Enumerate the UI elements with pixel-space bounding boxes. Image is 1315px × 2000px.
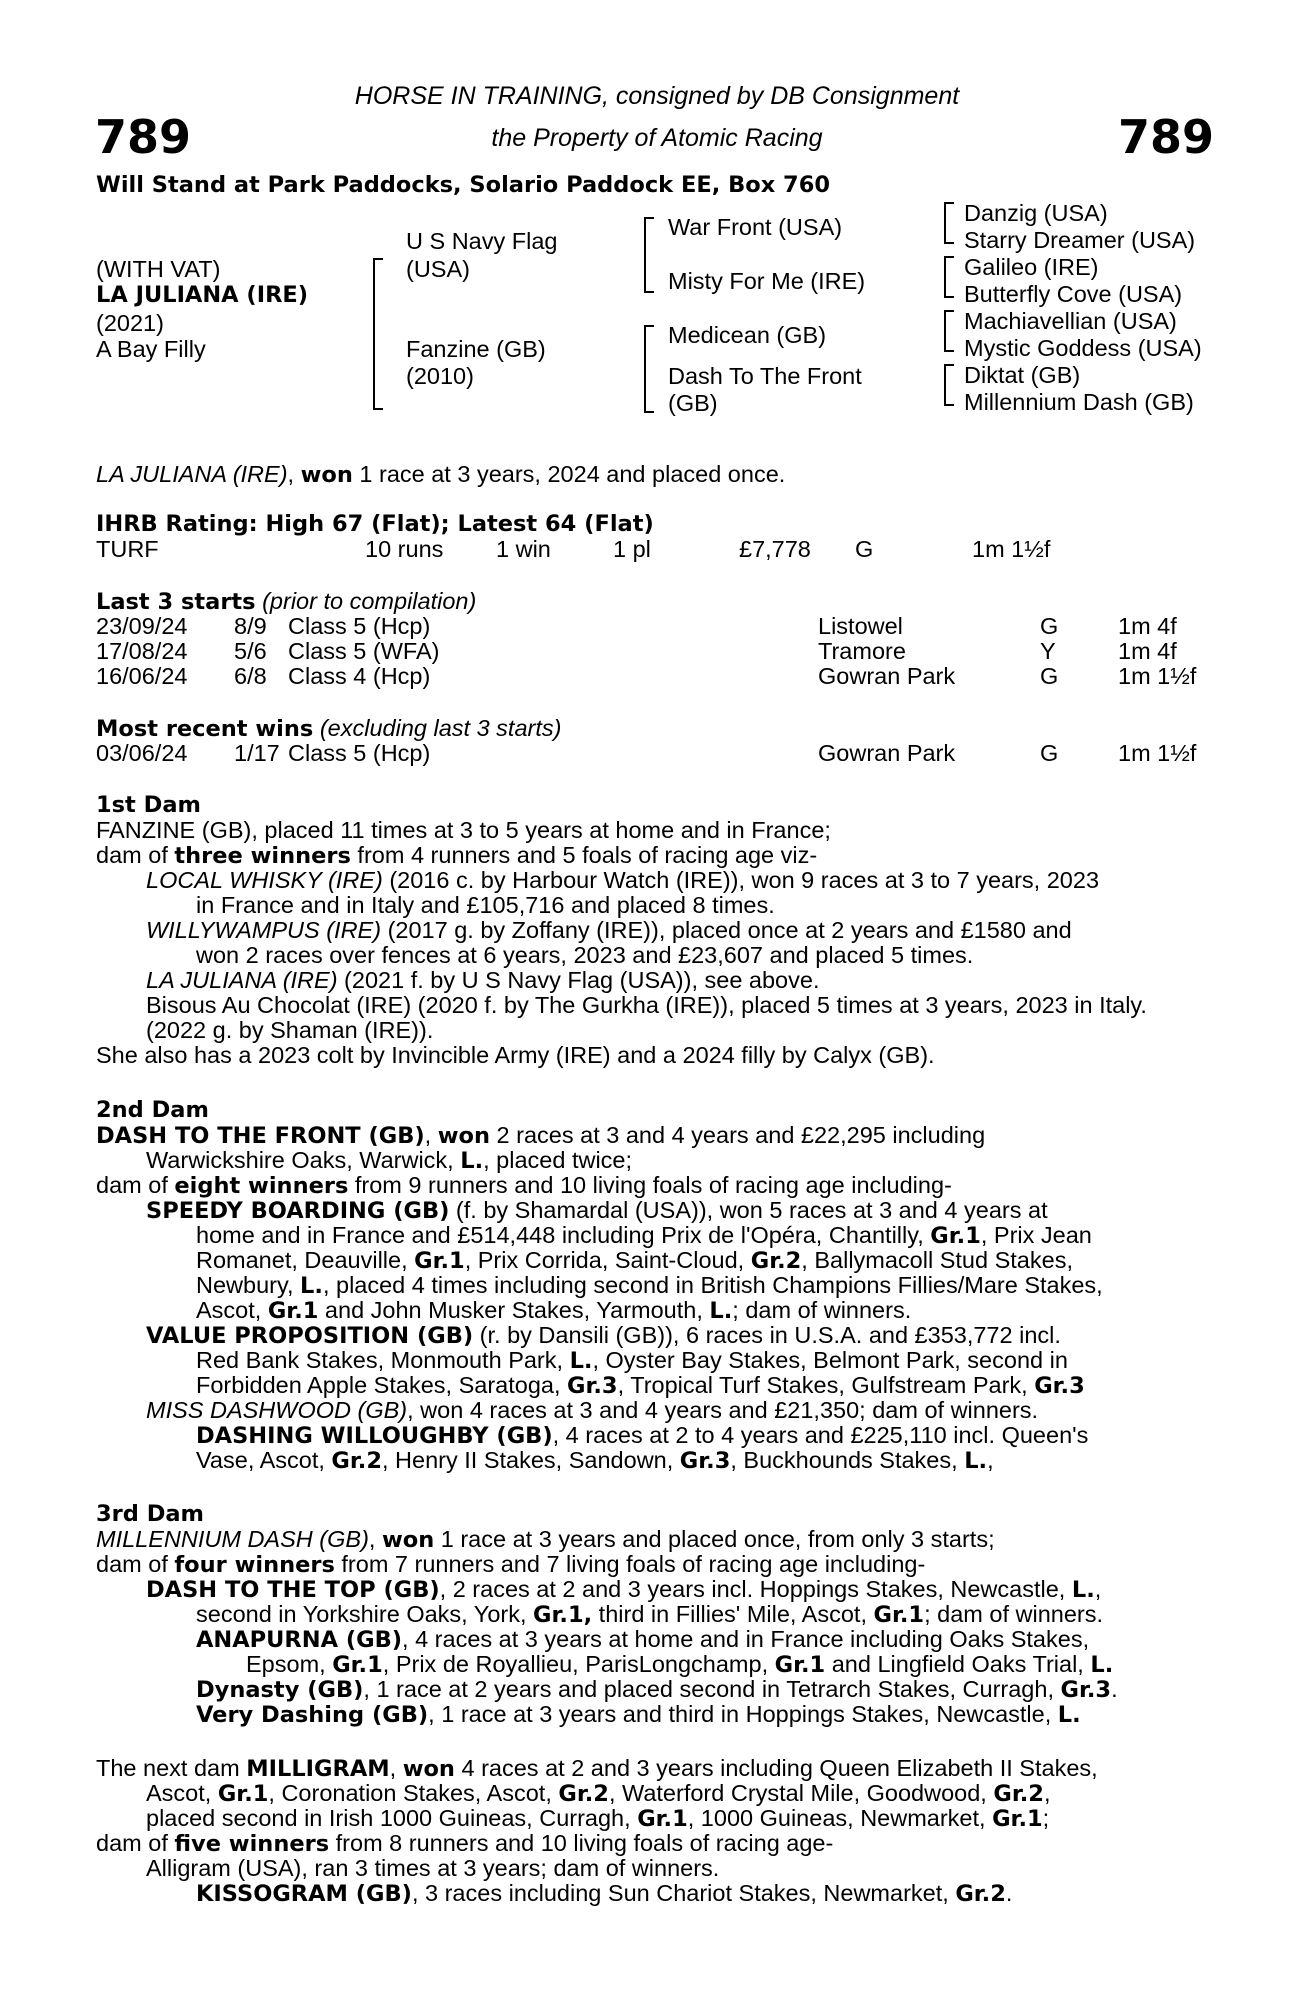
first-dam-line: WILLYWAMPUS (IRE) (2017 g. by Zoffany (IRE)), placed once at 2 years and £1580 and [146, 917, 1072, 943]
second-dam-line: home and in France and £514,448 including Prix de l'Opéra, Chantilly, Gr.1, Prix Jean [196, 1222, 1092, 1249]
last-start-dist: 1m 4f [1118, 638, 1177, 664]
sire-country: (USA) [406, 256, 470, 282]
sire-name: U S Navy Flag [406, 228, 558, 254]
sire-sire: War Front (USA) [668, 214, 843, 240]
last-start-course: Gowran Park [818, 663, 956, 689]
recent-win-dist: 1m 1½f [1118, 740, 1197, 766]
last-start-dist: 1m 4f [1118, 613, 1177, 639]
rating-money: £7,778 [739, 536, 811, 562]
last-start-race: Class 4 (Hcp) [288, 663, 431, 689]
last-start-pos: 8/9 [234, 613, 267, 639]
stand-location: Will Stand at Park Paddocks, Solario Paddock EE, Box 760 [96, 172, 831, 198]
last-start-going: G [1040, 613, 1059, 639]
rating-placed: 1 pl [613, 536, 651, 562]
first-dam-line: (2022 g. by Shaman (IRE)). [146, 1017, 434, 1043]
gg-7: Diktat (GB) [964, 362, 1081, 388]
recent-win-race: Class 5 (Hcp) [288, 740, 431, 766]
first-dam-line: dam of three winners from 4 runners and 5 foals of racing age viz- [96, 842, 818, 869]
next-dam-line: placed second in Irish 1000 Guineas, Curragh, Gr.1, 1000 Guineas, Newmarket, Gr.1; [146, 1805, 1050, 1832]
second-dam-heading: 2nd Dam [96, 1097, 209, 1123]
last-start-going: G [1040, 663, 1059, 689]
dam-dam-name: Dash To The Front [668, 363, 862, 389]
second-dam-line: Ascot, Gr.1 and John Musker Stakes, Yarmouth, L.; dam of winners. [196, 1297, 912, 1324]
second-dam-line: Red Bank Stakes, Monmouth Park, L., Oyster Bay Stakes, Belmont Park, second in [196, 1347, 1068, 1374]
rating-distance: 1m 1½f [972, 536, 1051, 562]
second-dam-line: Romanet, Deauville, Gr.1, Prix Corrida, Saint-Cloud, Gr.2, Ballymacoll Stud Stakes, [196, 1247, 1073, 1274]
second-dam-line: DASH TO THE FRONT (GB), won 2 races at 3 and 4 years and £22,295 including [96, 1122, 986, 1149]
third-dam-heading: 3rd Dam [96, 1501, 204, 1527]
rating-wins: 1 win [496, 536, 551, 562]
first-dam-line: LA JULIANA (IRE) (2021 f. by U S Navy Flag (USA)), see above. [146, 967, 820, 993]
first-dam-line: in France and in Italy and £105,716 and placed 8 times. [196, 892, 775, 918]
first-dam-line: Bisous Au Chocolat (IRE) (2020 f. by The Gurkha (IRE)), placed 5 times at 3 years, 2023 in Italy. [146, 992, 1147, 1018]
first-dam-heading: 1st Dam [96, 792, 201, 818]
second-dam-line: SPEEDY BOARDING (GB) (f. by Shamardal (USA)), won 5 races at 3 and 4 years at [146, 1197, 1048, 1224]
first-dam-line: She also has a 2023 colt by Invincible Army (IRE) and a 2024 filly by Calyx (GB). [96, 1042, 935, 1068]
last-start-date: 23/09/24 [96, 613, 188, 639]
second-dam-line: Newbury, L., placed 4 times including second in British Champions Fillies/Mare Stakes, [196, 1272, 1103, 1299]
next-dam-line: Alligram (USA), ran 3 times at 3 years; dam of winners. [146, 1855, 720, 1881]
last-start-pos: 6/8 [234, 663, 267, 689]
second-dam-line: DASHING WILLOUGHBY (GB), 4 races at 2 to 4 years and £225,110 incl. Queen's [196, 1422, 1089, 1449]
third-dam-line: Very Dashing (GB), 1 race at 3 years and third in Hoppings Stakes, Newcastle, L. [196, 1701, 1081, 1728]
last-start-race: Class 5 (WFA) [288, 638, 440, 664]
race-summary: LA JULIANA (IRE), won 1 race at 3 years, 2024 and placed once. [96, 461, 786, 488]
second-dam-line: Forbidden Apple Stakes, Saratoga, Gr.3, Tropical Turf Stakes, Gulfstream Park, Gr.3 [196, 1372, 1085, 1399]
gg-3: Galileo (IRE) [964, 254, 1099, 280]
lot-number-left: 789 [95, 110, 192, 164]
third-dam-line: DASH TO THE TOP (GB), 2 races at 2 and 3 years incl. Hoppings Stakes, Newcastle, L., [146, 1576, 1102, 1603]
third-dam-line: Dynasty (GB), 1 race at 2 years and placed second in Tetrarch Stakes, Curragh, Gr.3. [196, 1676, 1118, 1703]
pedigree-brace-g4 [944, 364, 954, 406]
vat-note: (WITH VAT) [96, 256, 221, 282]
dam-year: (2010) [406, 363, 474, 389]
third-dam-line: ANAPURNA (GB), 4 races at 3 years at home and in France including Oaks Stakes, [196, 1626, 1090, 1653]
property-line: the Property of Atomic Racing [491, 124, 823, 152]
rating-going: G [855, 536, 874, 562]
second-dam-line: Warwickshire Oaks, Warwick, L., placed twice; [146, 1147, 633, 1174]
third-dam-line: dam of four winners from 7 runners and 7 living foals of racing age including- [96, 1551, 926, 1578]
last-start-going: Y [1040, 638, 1056, 664]
first-dam-line: FANZINE (GB), placed 11 times at 3 to 5 years at home and in France; [96, 817, 831, 843]
next-dam-line: dam of five winners from 8 runners and 10 living foals of racing age- [96, 1830, 834, 1857]
lot-number-right: 789 [1118, 110, 1215, 164]
rating-title: IHRB Rating: High 67 (Flat); Latest 64 (Flat) [96, 511, 654, 537]
recent-win-going: G [1040, 740, 1059, 766]
last-starts-heading: Last 3 starts (prior to compilation) [96, 588, 477, 615]
next-dam-line: The next dam MILLIGRAM, won 4 races at 2 and 3 years including Queen Elizabeth II Stakes, [96, 1755, 1098, 1782]
consignment-line: HORSE IN TRAINING, consigned by DB Consignment [354, 82, 960, 110]
gg-2: Starry Dreamer (USA) [964, 227, 1196, 253]
recent-win-course: Gowran Park [818, 740, 956, 766]
pedigree-brace-sire [644, 217, 654, 293]
rating-surface: TURF [96, 536, 159, 562]
third-dam-section [96, 1502, 1201, 1727]
first-dam-section [96, 793, 1201, 1068]
recent-wins-heading: Most recent wins (excluding last 3 starts) [96, 715, 562, 742]
second-dam-line: dam of eight winners from 9 runners and 10 living foals of racing age including- [96, 1172, 952, 1199]
rating-runs: 10 runs [365, 536, 444, 562]
last-start-course: Tramore [818, 638, 906, 664]
second-dam-line: MISS DASHWOOD (GB), won 4 races at 3 and 4 years and £21,350; dam of winners. [146, 1397, 1039, 1423]
pedigree-brace-g1 [944, 202, 954, 244]
dam-sire: Medicean (GB) [668, 322, 827, 348]
pedigree-brace-g3 [944, 310, 954, 352]
last-start-date: 16/06/24 [96, 663, 188, 689]
gg-1: Danzig (USA) [964, 200, 1108, 226]
pedigree-brace-main [373, 258, 383, 410]
third-dam-line: Epsom, Gr.1, Prix de Royallieu, ParisLongchamp, Gr.1 and Lingfield Oaks Trial, L. [246, 1651, 1114, 1678]
gg-6: Mystic Goddess (USA) [964, 335, 1202, 361]
next-dam-line: Ascot, Gr.1, Coronation Stakes, Ascot, Gr.2, Waterford Crystal Mile, Goodwood, Gr.2, [146, 1780, 1051, 1807]
last-start-course: Listowel [818, 613, 903, 639]
sire-dam: Misty For Me (IRE) [668, 268, 866, 294]
dam-dam-country: (GB) [668, 390, 718, 416]
horse-description: A Bay Filly [96, 336, 206, 362]
gg-8: Millennium Dash (GB) [964, 389, 1194, 415]
last-start-date: 17/08/24 [96, 638, 188, 664]
horse-name: LA JULIANA (IRE) [96, 282, 309, 308]
last-start-race: Class 5 (Hcp) [288, 613, 431, 639]
third-dam-line: MILLENNIUM DASH (GB), won 1 race at 3 years and placed once, from only 3 starts; [96, 1526, 995, 1553]
last-start-pos: 5/6 [234, 638, 267, 664]
pedigree-brace-dam [644, 325, 654, 413]
first-dam-line: won 2 races over fences at 6 years, 2023 and £23,607 and placed 5 times. [196, 942, 974, 968]
second-dam-line: VALUE PROPOSITION (GB) (r. by Dansili (GB)), 6 races in U.S.A. and £353,772 incl. [146, 1322, 1061, 1349]
second-dam-line: Vase, Ascot, Gr.2, Henry II Stakes, Sandown, Gr.3, Buckhounds Stakes, L., [196, 1447, 994, 1474]
pedigree-brace-g2 [944, 256, 954, 298]
second-dam-section [96, 1098, 1201, 1473]
gg-5: Machiavellian (USA) [964, 308, 1177, 334]
last-start-dist: 1m 1½f [1118, 663, 1197, 689]
next-dam-section [96, 1756, 1201, 1906]
horse-year: (2021) [96, 310, 164, 336]
recent-win-date: 03/06/24 [96, 740, 188, 766]
dam-name: Fanzine (GB) [406, 336, 546, 362]
third-dam-line: second in Yorkshire Oaks, York, Gr.1, third in Fillies' Mile, Ascot, Gr.1; dam of winners. [196, 1601, 1104, 1628]
first-dam-line: LOCAL WHISKY (IRE) (2016 c. by Harbour Watch (IRE)), won 9 races at 3 to 7 years, 2023 [146, 867, 1100, 893]
gg-4: Butterfly Cove (USA) [964, 281, 1183, 307]
next-dam-line: KISSOGRAM (GB), 3 races including Sun Chariot Stakes, Newmarket, Gr.2. [196, 1880, 1013, 1907]
recent-win-pos: 1/17 [234, 740, 280, 766]
